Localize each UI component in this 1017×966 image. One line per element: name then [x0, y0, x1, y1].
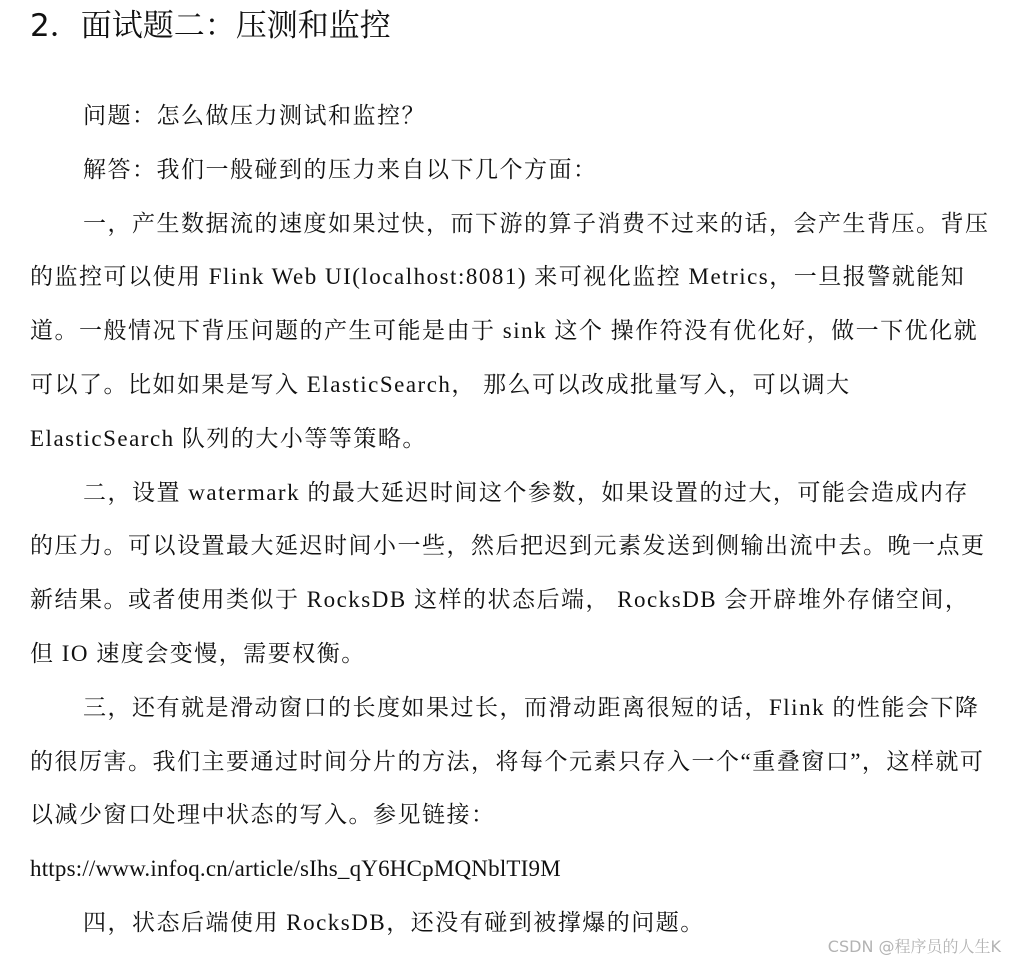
- point-two-paragraph: 二，设置 watermark 的最大延迟时间这个参数，如果设置的过大，可能会造成内存的压力。可以设置最大延迟时间小一些，然后把迟到元素发送到侧输出流中去。晚一点更新结果。或者使用类似于 RocksDB 这样的状态后端， RocksDB 会开辟堆外存储空间，但 IO 速度会变慢，需要权衡。: [30, 479, 986, 666]
- question-paragraph: 问题：怎么做压力测试和监控？: [83, 103, 426, 128]
- point-four-paragraph: 四，状态后端使用 RocksDB，还没有碰到被撑爆的问题。: [83, 909, 705, 935]
- point-one-paragraph: 一，产生数据流的速度如果过快，而下游的算子消费不过来的话，会产生背压。背压的监控可以使用 Flink Web UI(localhost:8081) 来可视化监控 Metrics，一旦报警就能知道。一般情况下背压问题的产生可能是由于 sink 这个 操作符没有优化好，做一下优化就可以了。比如如果是写入 ElasticSearch， 那么可以改成批量写入，可以调大 ElasticSearch 队列的大小等等策略。: [30, 210, 990, 451]
- answer-intro-paragraph: 解答：我们一般碰到的压力来自以下几个方面：: [83, 156, 598, 182]
- section-heading: 2．面试题二：压测和监控: [30, 8, 391, 44]
- point-three-paragraph: 三，还有就是滑动窗口的长度如果过长，而滑动距离很短的话，Flink 的性能会下降的很厉害。我们主要通过时间分片的方法，将每个元素只存入一个“重叠窗口”，这样就可以减少窗口处理中状态的写入。参见链接：: [30, 694, 985, 828]
- reference-link[interactable]: https://www.infoq.cn/article/sIhs_qY6HCpMQNblTI9M: [30, 856, 561, 882]
- csdn-watermark: CSDN @程序员的人生K: [827, 937, 1001, 956]
- article-body: [30, 89, 990, 950]
